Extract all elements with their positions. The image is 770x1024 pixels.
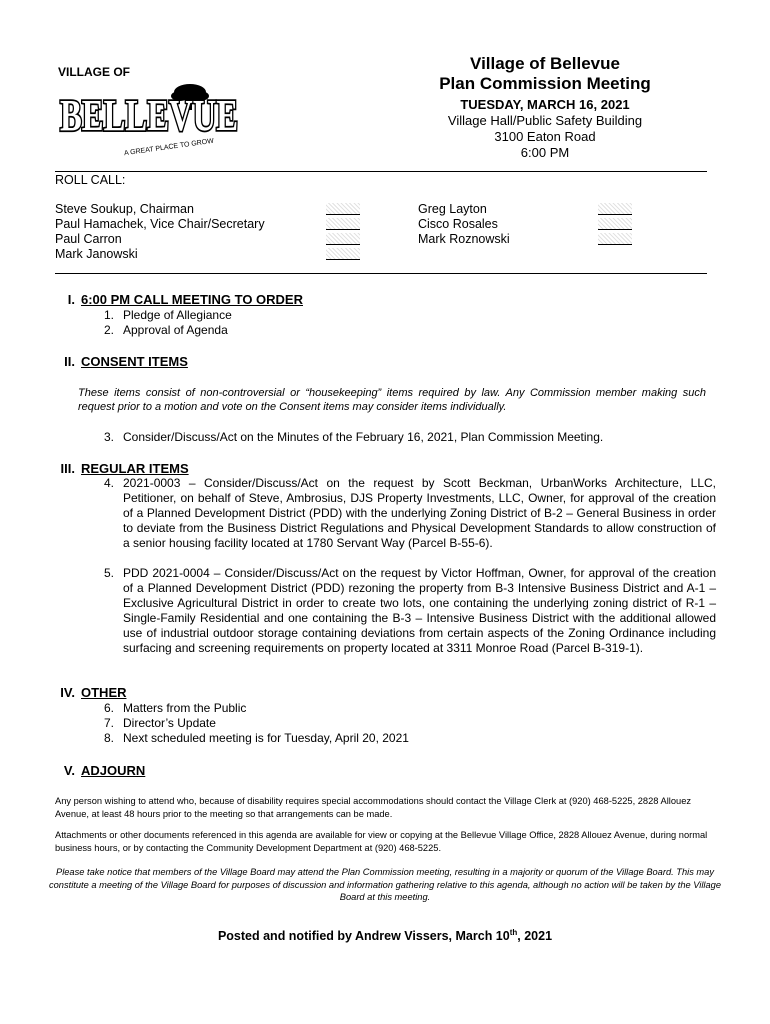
- item-number: 3.: [103, 430, 114, 444]
- attendance-blank: [326, 218, 360, 230]
- header-venue: Village Hall/Public Safety Building: [447, 113, 643, 128]
- agenda-item: [96, 308, 716, 323]
- item-text: Approval of Agenda: [123, 323, 228, 337]
- item-text: Pledge of Allegiance: [123, 308, 232, 322]
- attendance-blank: [598, 233, 632, 245]
- logo-tagline: A GREAT PLACE TO GROW: [123, 137, 215, 158]
- item-number: 5.: [103, 566, 114, 580]
- item-text: Consider/Discuss/Act on the Minutes of the February 16, 2021, Plan Commission Meeting.: [123, 430, 604, 444]
- item-number: 6.: [103, 701, 114, 715]
- section-numeral: V.: [63, 763, 75, 778]
- posted-superscript: th: [509, 928, 518, 937]
- roll-call-right: [418, 202, 510, 247]
- logo-village-of: VILLAGE OF: [58, 65, 130, 79]
- attendance-blank: [326, 203, 360, 215]
- section-heading: [30, 292, 303, 307]
- posted-year: , 2021: [517, 929, 553, 944]
- agenda-item: [96, 323, 716, 338]
- member-name: Paul Carron: [55, 232, 122, 246]
- header-date: TUESDAY, MARCH 16, 2021: [460, 97, 630, 112]
- header-time: 6:00 PM: [520, 145, 570, 160]
- section-heading: [30, 461, 189, 476]
- agenda-item: [96, 566, 716, 656]
- agenda-item: [96, 701, 716, 716]
- roll-call-left: [55, 202, 265, 262]
- member-name: Mark Roznowski: [418, 232, 510, 246]
- attendance-blank: [326, 248, 360, 260]
- section-numeral: II.: [64, 354, 75, 369]
- agenda-item: [96, 731, 716, 746]
- section-heading: [30, 354, 188, 369]
- member-name: Mark Janowski: [55, 247, 138, 261]
- member-name: Steve Soukup, Chairman: [55, 202, 194, 216]
- village-logo: [52, 62, 242, 162]
- attendance-blank: [598, 203, 632, 215]
- section-numeral: III.: [60, 461, 75, 476]
- item-text: Director’s Update: [123, 716, 216, 730]
- member-name: Greg Layton: [418, 202, 487, 216]
- disability-notice: Any person wishing to attend who, because of disability requires special accommodations should contact the Village Clerk at (920) 468-5225, 2828 Allouez Avenue, at least 48 hours prior to the meeting so that arrangements can be made.: [55, 796, 692, 819]
- logo-bellevue: BELLEVUE: [60, 91, 238, 140]
- section-title: ADJOURN: [81, 763, 146, 778]
- meeting-header: [395, 54, 695, 161]
- section-title: CONSENT ITEMS: [81, 354, 188, 369]
- divider-top: [55, 171, 707, 172]
- divider-bottom: [55, 273, 707, 274]
- section-title: REGULAR ITEMS: [81, 461, 189, 476]
- member-name: Paul Hamachek, Vice Chair/Secretary: [55, 217, 265, 231]
- item-number: 4.: [103, 476, 114, 490]
- header-title-1: Village of Bellevue: [470, 54, 620, 73]
- header-title-2: Plan Commission Meeting: [439, 74, 651, 93]
- attachments-notice: Attachments or other documents referenced in this agenda are available for view or copying at the Bellevue Village Office, 2828 Allouez Avenue, during normal business hours, or by contacting the Community Development Department at (920) 468-5225.: [55, 830, 708, 853]
- item-number: 2.: [103, 323, 114, 337]
- section-heading: [30, 685, 127, 700]
- member-name: Cisco Rosales: [418, 217, 498, 231]
- posted-text: Posted and notified by Andrew Vissers, March 10: [217, 929, 510, 944]
- item-text: Matters from the Public: [123, 701, 247, 715]
- section-title: OTHER: [81, 685, 127, 700]
- attendance-blank: [326, 233, 360, 245]
- consent-note: These items consist of non-controversial or “housekeeping” items required by law. Any Commission member making such request prior to a motion and vote on the Consent items may consider items individually.: [78, 387, 706, 413]
- attendance-blank: [598, 218, 632, 230]
- section-heading: [30, 763, 145, 778]
- agenda-item: [96, 716, 716, 731]
- agenda-item: [96, 476, 716, 551]
- item-text: PDD 2021-0004 – Consider/Discuss/Act on the request by Victor Hoffman, Owner, for approval of the creation of a Planned Development District (PDD) rezoning the property from B-3 Intensive Business District and A-1 – Exclusive Agricultural District in order to create two lots, one containing the underlying zoning district of R-1 – Single-Family Residential and one containing the B-3 – Intensive Business District with the additional allowed use of industrial outdoor storage containing deviations from certain aspects of the Zoning Ordinance including surfacing and screening requirements on property located at 3311 Monroe Road (Parcel B-319-1).: [123, 566, 716, 655]
- section-numeral: IV.: [60, 685, 75, 700]
- agenda-item: [96, 430, 716, 445]
- item-number: 7.: [103, 716, 114, 730]
- item-number: 1.: [103, 308, 114, 322]
- item-number: 8.: [103, 731, 114, 745]
- section-title: 6:00 PM CALL MEETING TO ORDER: [81, 292, 303, 307]
- roll-call-title: ROLL CALL:: [55, 173, 126, 187]
- header-address: 3100 Eaton Road: [494, 129, 596, 144]
- board-notice: Please take notice that members of the Village Board may attend the Plan Commission meeting, resulting in a majority or quorum of the Village Board. This may constitute a meeting of the Village Board for purposes of discussion and information gathering relative to this agenda, although no action will be taken by the Village Board at this meeting.: [48, 867, 722, 902]
- item-text: 2021-0003 – Consider/Discuss/Act on the request by Scott Beckman, UrbanWorks Architecture, LLC, Petitioner, on behalf of Steve, Ambrosius, DJS Property Investments, LLC, Owner, for approval of the creation of a Planned Development District (PDD) with the underlying Zoning District of B-2 – General Business in order to deviate from the Business District Regulations and Physical Development Standards to allow construction of a senior housing facility located at 1780 Servant Way (Parcel B-55-6).: [123, 476, 716, 550]
- item-text: Next scheduled meeting is for Tuesday, April 20, 2021: [123, 731, 409, 745]
- section-numeral: I.: [67, 292, 75, 307]
- posted-notice: [0, 928, 770, 943]
